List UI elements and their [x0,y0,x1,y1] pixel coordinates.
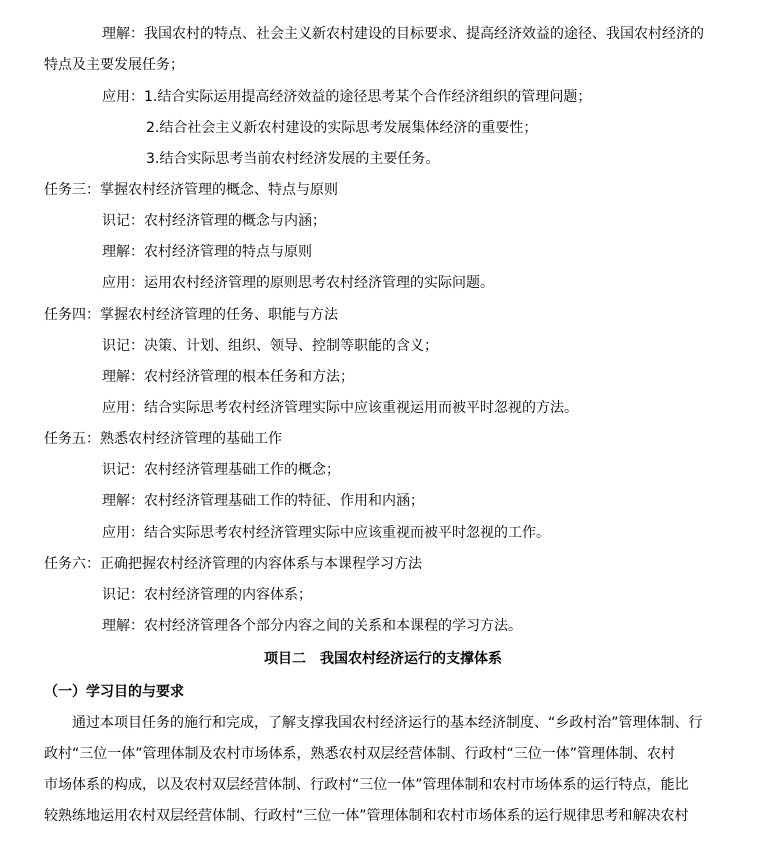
text-line-apply-3: 3.结合实际思考当前农村经济发展的主要任务。 [146,151,440,167]
task-six-understand: 理解：农村经济管理各个部分内容之间的关系和本课程的学习方法。 [102,618,522,634]
task-four-apply: 应用：结合实际思考农村经济管理实际中应该重视运用而被平时忽视的方法。 [102,400,578,416]
task-three-apply: 应用：运用农村经济管理的原则思考农村经济管理的实际问题。 [102,275,494,291]
section-heading: （一）学习目的与要求 [44,684,184,700]
text-line-understand-1: 理解：我国农村的特点、社会主义新农村建设的目标要求、提高经济效益的途径、我国农村经济的 [102,26,704,42]
task-three-understand: 理解：农村经济管理的特点与原则 [102,244,312,260]
text-line-apply-1: 应用：1.结合实际运用提高经济效益的途径思考某个合作经济组织的管理问题； [102,89,592,105]
paragraph-line-3: 市场体系的构成，以及农村双层经营体制、行政村“三位一体”管理体制和农村市场体系的运行特点，能比 [44,777,689,793]
task-six-heading: 任务六：正确把握农村经济管理的内容体系与本课程学习方法 [44,556,422,572]
task-four-memorize: 识记：决策、计划、组织、领导、控制等职能的含义； [102,338,438,354]
task-five-heading: 任务五：熟悉农村经济管理的基础工作 [44,431,282,447]
paragraph-line-2: 政村“三位一体”管理体制及农村市场体系，熟悉农村双层经营体制、行政村“三位一体”管理体制、农村 [44,746,676,762]
task-five-understand: 理解：农村经济管理基础工作的特征、作用和内涵； [102,493,424,509]
paragraph-line-4: 较熟练地运用农村双层经营体制、行政村“三位一体”管理体制和农村市场体系的运行规律思考和解决农村 [44,808,689,824]
paragraph-line-1: 通过本项目任务的施行和完成，了解支撑我国农村经济运行的基本经济制度、“乡政村治”管理体制、行 [72,715,703,731]
text-line-understand-1-cont: 特点及主要发展任务； [44,57,184,73]
task-six-memorize: 识记：农村经济管理的内容体系； [102,587,312,603]
project-title: 项目二 我国农村经济运行的支撑体系 [264,651,502,667]
task-three-memorize: 识记：农村经济管理的概念与内涵； [102,213,326,229]
task-five-memorize: 识记：农村经济管理基础工作的概念； [102,462,340,478]
task-three-heading: 任务三：掌握农村经济管理的概念、特点与原则 [44,182,338,198]
task-five-apply: 应用：结合实际思考农村经济管理实际中应该重视而被平时忽视的工作。 [102,525,550,541]
text-line-apply-2: 2.结合社会主义新农村建设的实际思考发展集体经济的重要性； [146,120,538,136]
task-four-heading: 任务四：掌握农村经济管理的任务、职能与方法 [44,307,338,323]
task-four-understand: 理解：农村经济管理的根本任务和方法； [102,369,354,385]
